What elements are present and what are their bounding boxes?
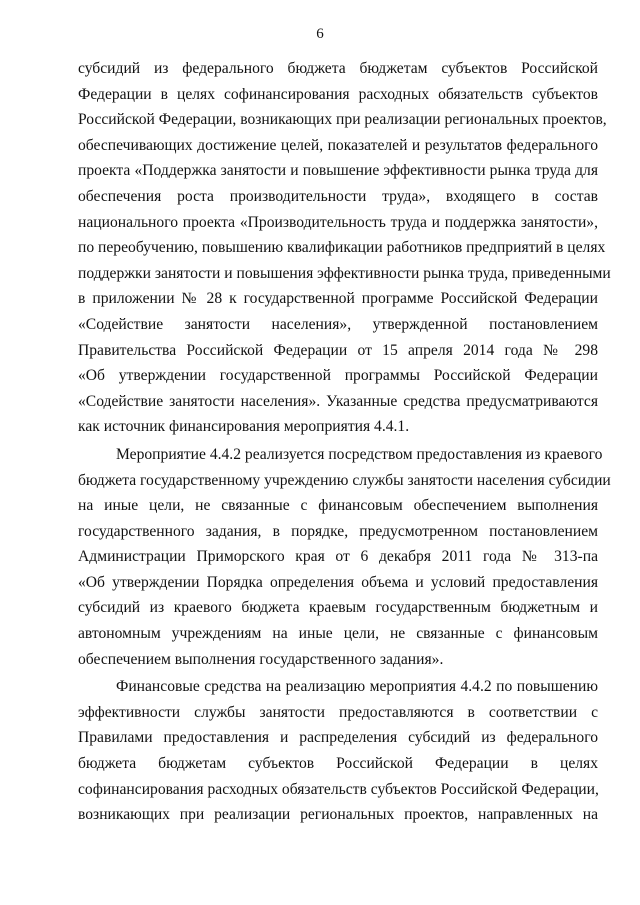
paragraph-3 (78, 674, 598, 828)
text-line: национального проекта «Производительность труда и поддержка занятости», (78, 213, 598, 231)
text-line: Администрации Приморского края от 6 декабря 2011 года № 313-па (78, 548, 598, 566)
text-line: автономным учреждениям на иные цели, не связанные с финансовым (78, 625, 598, 643)
page-number: 6 (316, 26, 324, 42)
text-line: обеспечением выполнения государственного задания». (78, 650, 444, 668)
text-line: на иные цели, не связанные с финансовым обеспечением выполнения (78, 497, 598, 515)
text-line: обеспечивающих достижение целей, показателей и результатов федерального (78, 136, 598, 154)
text-line: проекта «Поддержка занятости и повышение эффективности рынка труда для (78, 162, 598, 180)
paragraph-2 (78, 442, 611, 672)
text-line: Российской Федерации, возникающих при реализации региональных проектов, (78, 111, 607, 129)
text-line: возникающих при реализации региональных проектов, направленных на (78, 806, 598, 824)
text-line: софинансирования расходных обязательств субъектов Российской Федерации, (78, 780, 599, 798)
text-line: «Содействие занятости населения». Указанные средства предусматриваются (78, 392, 598, 410)
text-line: поддержки занятости и повышения эффективности рынка труда, приведенными (78, 264, 611, 282)
text-line: бюджета государственному учреждению службы занятости населения субсидии (78, 471, 611, 489)
text-line: «Об утверждении государственной программы Российской Федерации (78, 367, 598, 385)
text-line: Правительства Российской Федерации от 15 апреля 2014 года № 298 (78, 341, 598, 359)
text-line: Мероприятие 4.4.2 реализуется посредством предоставления из краевого (116, 445, 603, 463)
text-line: Федерации в целях софинансирования расходных обязательств субъектов (78, 85, 598, 103)
paragraph-1 (78, 56, 611, 440)
text-line: эффективности службы занятости предоставляются в соответствии с (78, 703, 598, 721)
text-line: «Об утверждении Порядка определения объема и условий предоставления (78, 573, 598, 591)
text-line: субсидий из федерального бюджета бюджетам субъектов Российской (78, 60, 598, 77)
text-line: бюджета бюджетам субъектов Российской Федерации в целях (78, 755, 598, 773)
text-line: «Содействие занятости населения», утвержденной постановлением (78, 315, 598, 333)
text-line: субсидий из краевого бюджета краевым государственным бюджетным и (78, 599, 598, 617)
text-line: Финансовые средства на реализацию мероприятия 4.4.2 по повышению (116, 678, 598, 696)
text-line: Правилами предоставления и распределения субсидий из федерального (78, 729, 598, 747)
document-body (78, 56, 611, 828)
text-line: обеспечения роста производительности труда», входящего в состав (78, 187, 598, 205)
text-line: в приложении № 28 к государственной программе Российской Федерации (78, 290, 598, 308)
text-line: как источник финансирования мероприятия 4.4.1. (78, 418, 410, 436)
text-line: государственного задания, в порядке, предусмотренном постановлением (78, 522, 598, 540)
text-line: по переобучению, повышению квалификации работников предприятий в целях (78, 239, 606, 257)
